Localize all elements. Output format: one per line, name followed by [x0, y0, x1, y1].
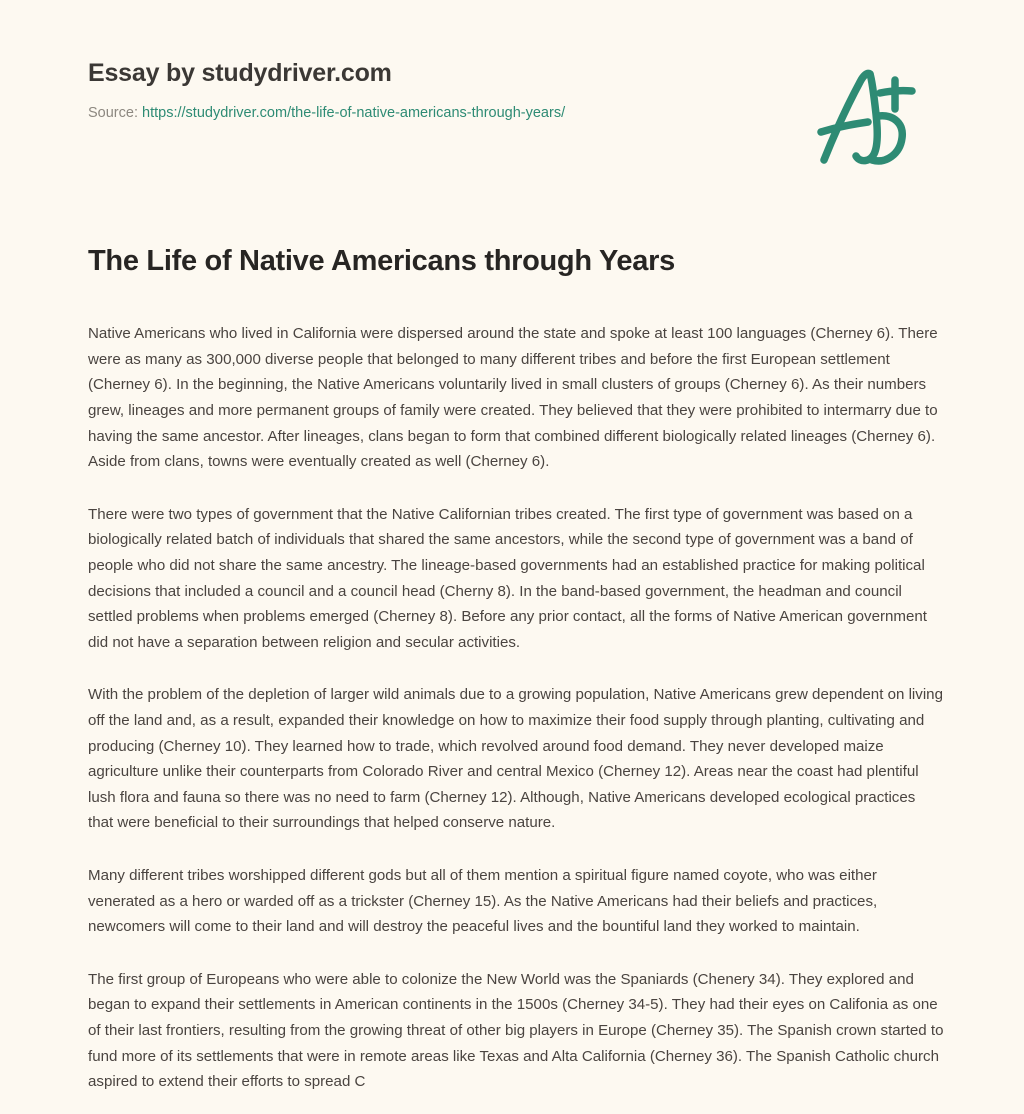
paragraph: There were two types of government that the Native Californian tribes created. The first type of government was based on a biologically related batch of individuals that shared the same ancestors, while the second type of government was a band of people who did not share the same ancestry. The lineage-based governments had an established practice for making political decisions that included a council and a council head (Cherny 8). In the band-based government, the headman and council settled problems when problems emerged (Cherney 8). Before any prior contact, all the forms of Native American government did not have a separation between religion and secular activities. — [88, 505, 927, 651]
a-plus-logo-icon — [812, 62, 922, 170]
source-url-link[interactable]: https://studydriver.com/the-life-of-native-americans-through-years/ — [142, 105, 566, 121]
paragraph: Native Americans who lived in California were dispersed around the state and spoke at least 100 languages (Cherney 6). There were as many as 300,000 diverse people that belonged to many different tribes and before the first European settlement (Cherney 6). In the beginning, the Native Americans voluntarily lived in small clusters of groups (Cherney 6). As their numbers grew, lineages and more permanent groups of family were created. They believed that they were prohibited to intermarry due to having the same ancestor. After lineages, clans began to form that combined different biologically related lineages (Cherney 6). Aside from clans, towns were eventually created as well (Cherney 6). — [88, 325, 938, 471]
brand-block — [88, 58, 788, 123]
page-title: The Life of Native Americans through Years — [88, 245, 675, 277]
paragraph: Many different tribes worshipped different gods but all of them mention a spiritual figure named coyote, who was either venerated as a hero or warded off as a trickster (Cherney 15). As the Native Americans had their beliefs and practices, newcomers will come to their land and will destroy the peaceful lives and the bountiful land they worked to maintain. — [88, 866, 878, 936]
paragraph: With the problem of the depletion of larger wild animals due to a growing population, Native Americans grew dependent on living off the land and, as a result, expanded their knowledge on how to maximize their food supply through planting, cultivating and producing (Cherney 10). They learned how to trade, which revolved around food demand. They never developed maize agriculture unlike their counterparts from Colorado River and central Mexico (Cherney 12). Areas near the coast had plentiful lush flora and fauna so there was no need to farm (Cherney 12). Although, Native Americans developed ecological practices that were beneficial to their surroundings that helped conserve nature. — [88, 686, 943, 832]
source-label: Source: — [88, 105, 138, 121]
page-header — [0, 0, 1024, 190]
source-line — [88, 104, 788, 123]
paragraph: The first group of Europeans who were able to colonize the New World was the Spaniards (Chenery 34). They explored and began to expand their settlements in American continents in the 1500s (Cherney 34-5). They had their eyes on Califonia as one of their last frontiers, resulting from the growing threat of other big players in Europe (Cherney 35). The Spanish crown started to fund more of its settlements that were in remote areas like Texas and Alta California (Cherney 36). The Spanish Catholic church aspired to extend their efforts to spread C — [88, 970, 944, 1091]
brand-title: Essay by studydriver.com — [88, 59, 392, 87]
article-body — [88, 321, 944, 1094]
article-container — [88, 243, 944, 1095]
